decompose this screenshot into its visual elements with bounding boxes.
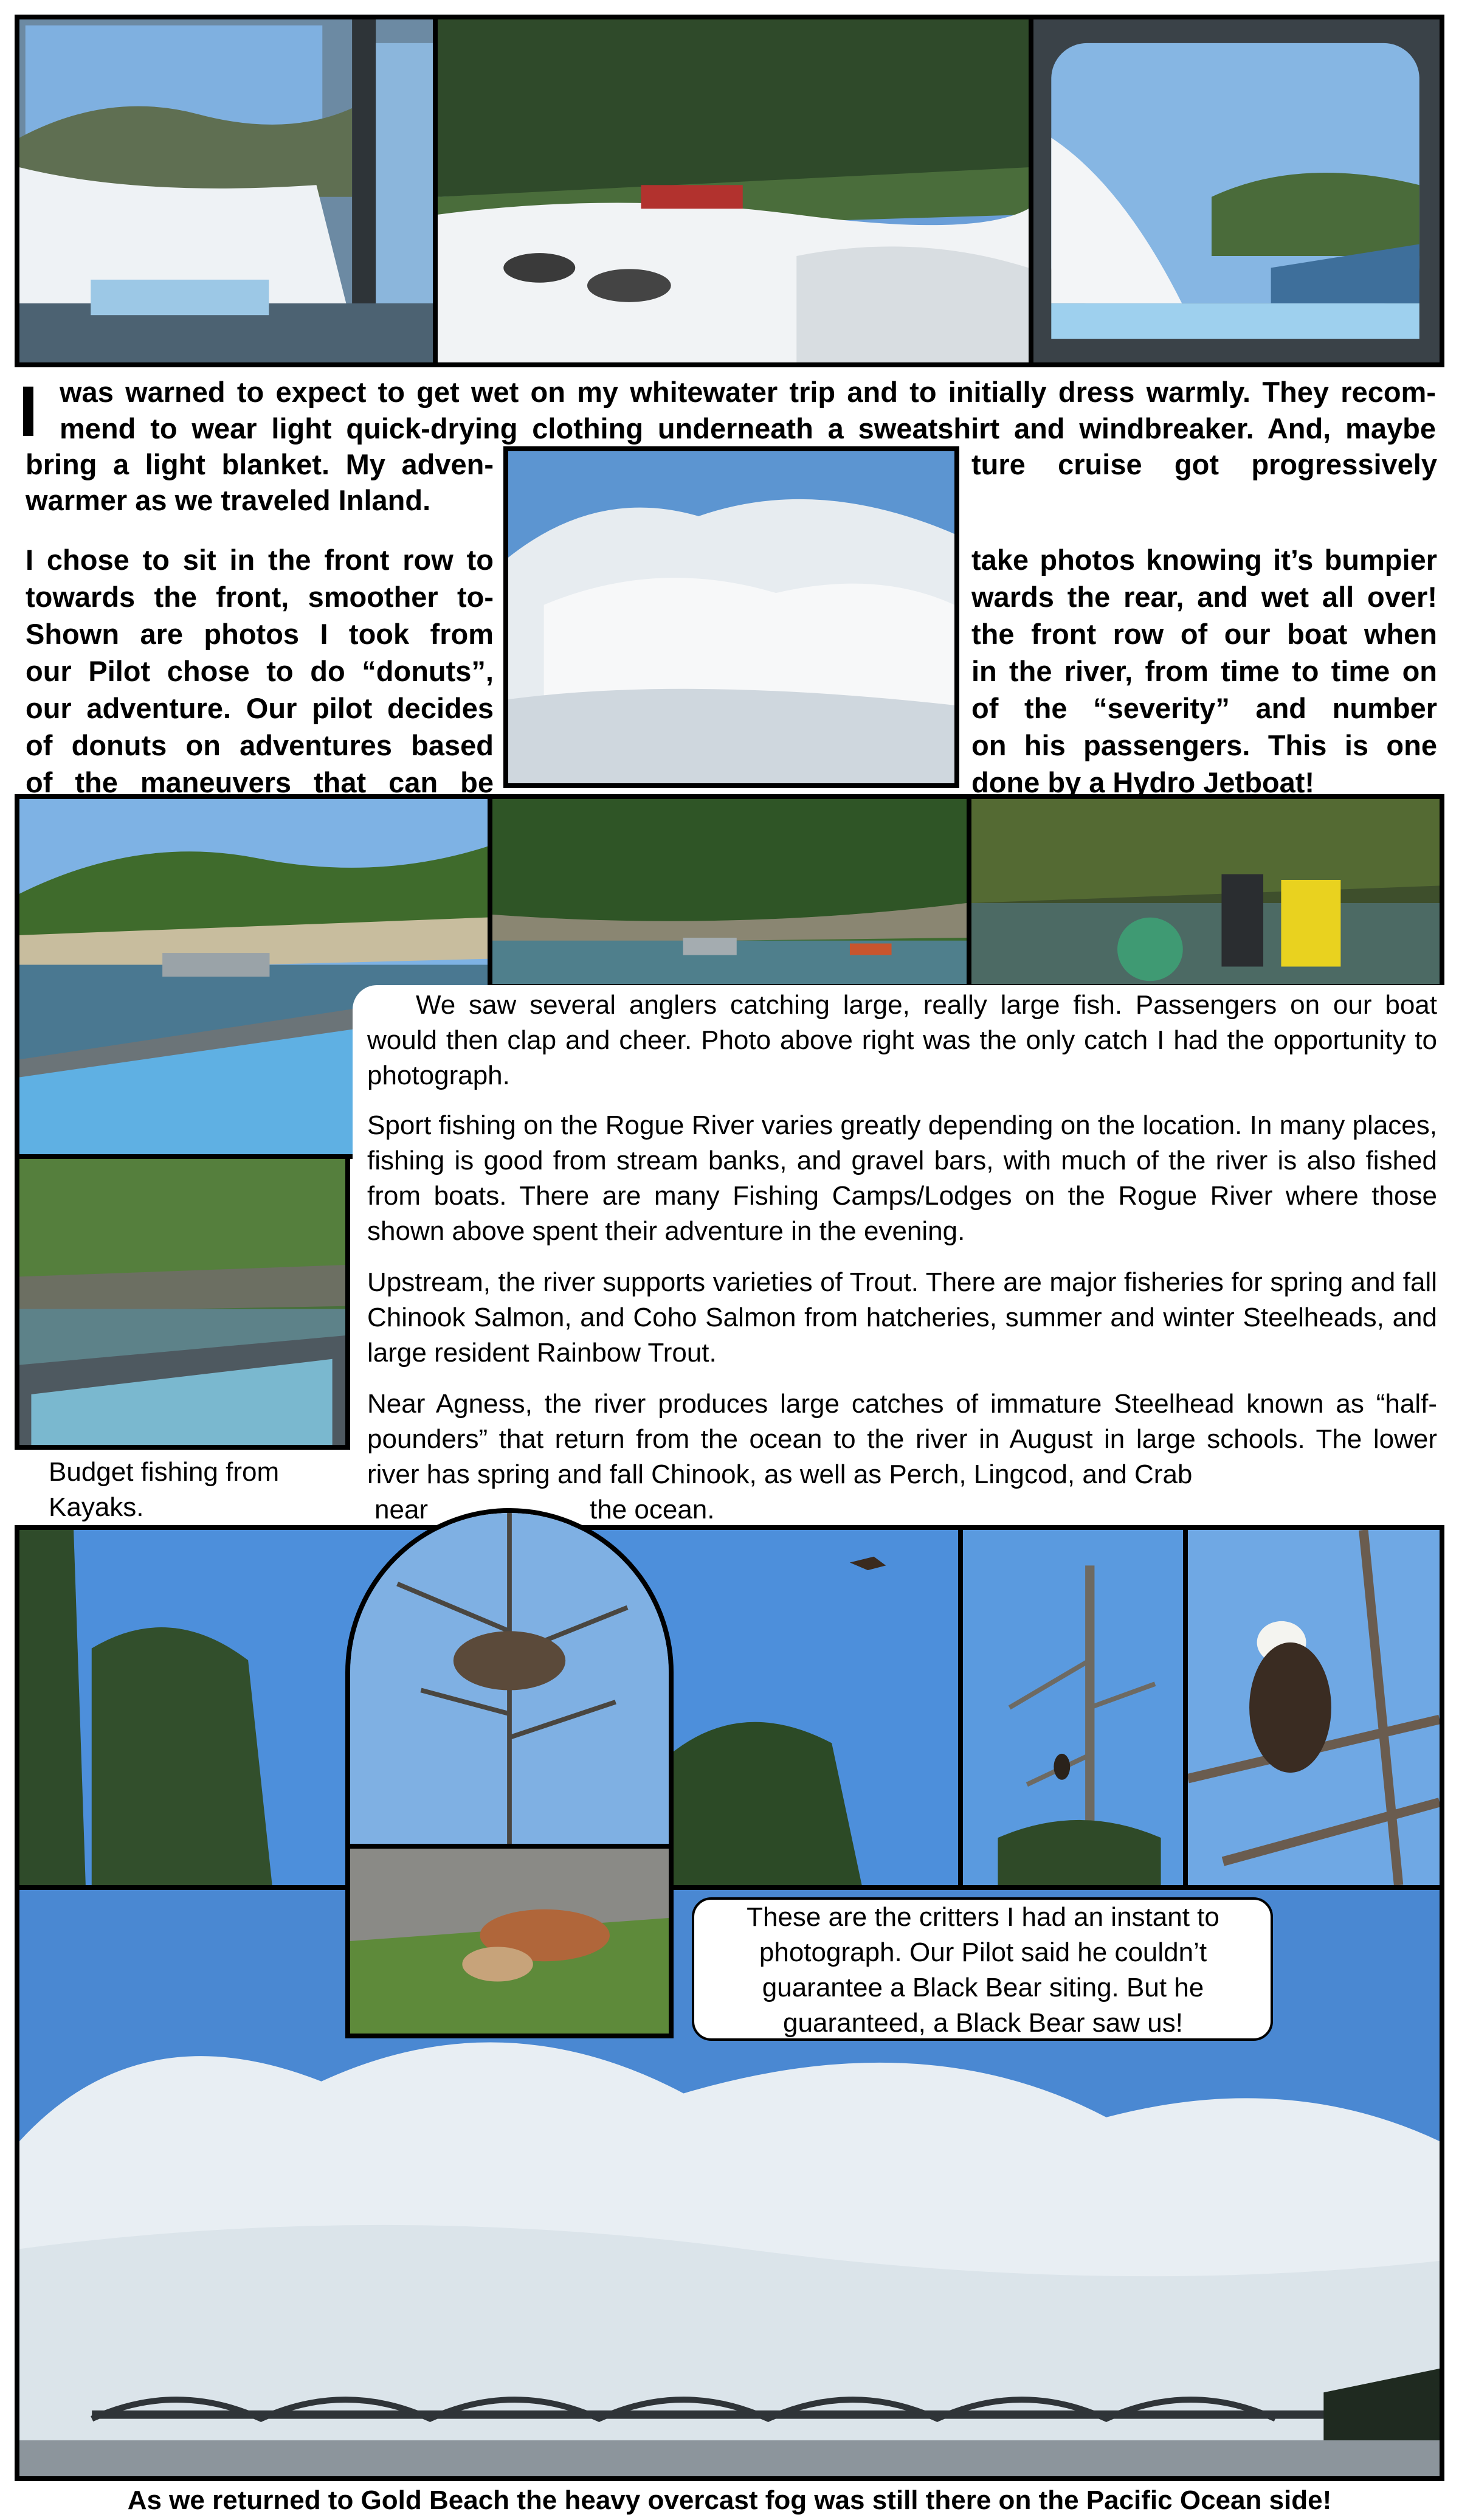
photo-anglers-shore xyxy=(488,794,971,989)
intro-left-line: our adventure. Our pilot decides xyxy=(26,692,494,724)
intro-left-line: Shown are photos I took from xyxy=(26,618,494,650)
kayak-caption: Budget fishing from Kayaks. xyxy=(49,1457,280,1522)
intro-right-line: wards the rear, and wet all over! xyxy=(971,581,1437,613)
fishing-paragraph-1-text: We saw several anglers catching large, really large fish. Passengers on our boat would then clap and cheer. Photo above right was the only catch I had the opportunity to photograph. xyxy=(367,990,1437,1090)
photo-boat-window-spray-right xyxy=(1029,15,1444,367)
intro-right-line: done by a Hydro Jetboat! xyxy=(971,766,1315,798)
intro-right-line: the front row of our boat when xyxy=(971,618,1437,650)
intro-right-column xyxy=(971,541,1437,801)
intro-right-line: of the “severity” and number xyxy=(971,692,1437,724)
photo-kayak-fishing xyxy=(15,1154,350,1450)
photo-bare-tree-eagle-perched xyxy=(958,1525,1188,1890)
photo-fish-catch xyxy=(967,794,1444,989)
photo-boat-window-spray-left xyxy=(15,15,438,367)
fishing-paragraph-4: Near Agness, the river produces large catches of immature Steelhead known as “half-pounders” that return from the ocean to the river in August in large schools. The lower river has spring and fall Chinook, as well as Perch, Lingcod, and Crab xyxy=(367,1389,1437,1489)
footer-caption: As we returned to Gold Beach the heavy overcast fog was still there on the Pacific Ocean side! xyxy=(127,2485,1332,2515)
intro-left-line: of the maneuvers that can be xyxy=(26,766,494,798)
fishing-paragraph-4-near: near xyxy=(374,1495,429,1525)
intro-left-column xyxy=(26,541,494,801)
photo-jetboat-rapids xyxy=(433,15,1033,367)
intro-line-3b: ture cruise got progressively xyxy=(971,448,1437,480)
fishing-paragraph-2: Sport fishing on the Rogue River varies greatly depending on the location. In many places, fishing is good from stream banks, and gravel bars, with much of the river is also fished from boats. There are many Fishing Camps/Lodges on the Rogue River where those shown above spent their adventure in the evening. xyxy=(367,1110,1437,1246)
photo-bald-eagle-closeup xyxy=(1183,1525,1444,1890)
fishing-paragraph-3: Upstream, the river supports varieties of Trout. There are major fisheries for spring and fall Chinook Salmon, and Coho Salmon from hatcheries, summer and winter Steelheads, and large resident Rainbow Trout. xyxy=(367,1267,1437,1368)
photo-eagle-nest-circle xyxy=(345,1508,674,1849)
critters-caption: These are the critters I had an instant to photograph. Our Pilot said he couldn’t guarantee a Black Bear siting. But he guaranteed, a Black Bear saw us! xyxy=(747,1902,1219,2038)
intro-line-2: mend to wear light quick-drying clothing underneath a sweatshirt and windbreaker. And, maybe xyxy=(60,412,1436,445)
intro-line-3a: bring a light blanket. My adven- xyxy=(26,448,494,480)
photo-deer-with-fawn xyxy=(345,1844,674,2038)
intro-dropcap: I xyxy=(18,372,38,452)
intro-left-line: towards the front, smoother to- xyxy=(26,581,494,613)
fishing-paragraph-1 xyxy=(367,988,1437,1093)
intro-left-line: of donuts on adventures based xyxy=(26,729,494,761)
intro-right-line: on his passengers. This is one xyxy=(971,729,1437,761)
intro-left-line: our Pilot chose to do “donuts”, xyxy=(26,655,494,687)
intro-right-line: take photos knowing it’s bumpier xyxy=(971,544,1437,576)
fishing-paragraph-4-end: the ocean. xyxy=(590,1495,715,1525)
intro-line-1: was warned to expect to get wet on my whitewater trip and to initially dress warmly. They recom- xyxy=(60,376,1436,408)
intro-line-4: warmer as we traveled Inland. xyxy=(26,484,431,516)
photo-spray-closeup xyxy=(503,446,959,788)
intro-right-line: in the river, from time to time on xyxy=(971,655,1437,687)
intro-left-line: I chose to sit in the front row to xyxy=(26,544,494,576)
